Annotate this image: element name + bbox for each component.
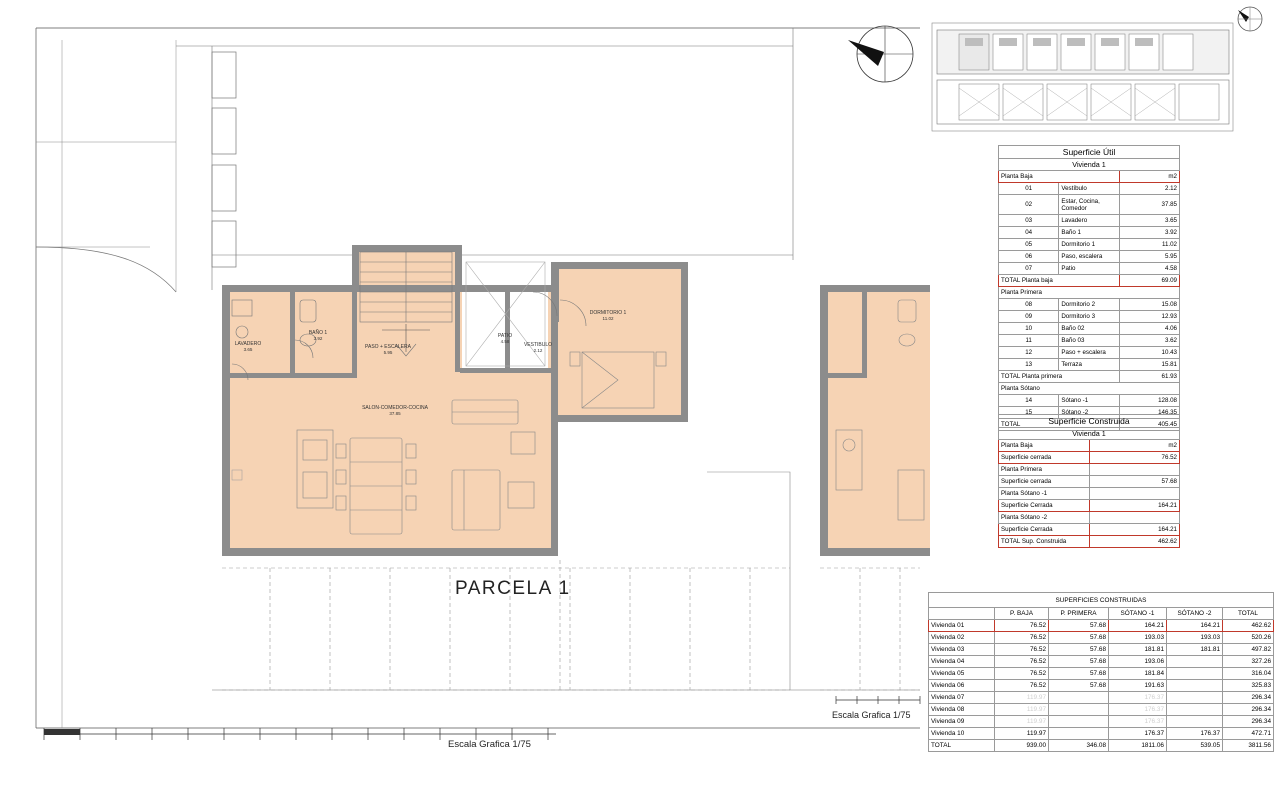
cell: 57.68	[1049, 656, 1109, 668]
row-number: 14	[999, 395, 1059, 407]
table-title: Superficie Útil	[999, 146, 1180, 159]
row-number: 08	[999, 299, 1059, 311]
cell: 164.21	[1109, 620, 1167, 632]
cell: 119.97	[995, 692, 1049, 704]
row-label: Planta Sótano -1	[999, 488, 1090, 500]
cell: 176.37	[1109, 716, 1167, 728]
row-value: 76.52	[1089, 452, 1180, 464]
cell: 193.03	[1167, 632, 1223, 644]
table-row	[929, 668, 1274, 680]
table-row	[999, 171, 1180, 183]
row-value: 146.35	[1119, 407, 1179, 419]
scale-bar-right	[836, 696, 920, 704]
room-area: 3.65	[243, 347, 253, 353]
table-row	[929, 620, 1274, 632]
table-row	[999, 299, 1180, 311]
room-name: PASO + ESCALERA	[365, 344, 411, 350]
row-value: 4.58	[1119, 263, 1179, 275]
table-row	[999, 383, 1180, 395]
cell: 3811.56	[1223, 740, 1274, 752]
table-row	[999, 227, 1180, 239]
row-value: 57.68	[1089, 476, 1180, 488]
row-value: 3.65	[1119, 215, 1179, 227]
row-label: Vivienda 03	[929, 644, 995, 656]
row-label: Paso + escalera	[1059, 347, 1119, 359]
row-label: Vivienda 02	[929, 632, 995, 644]
row-label: Dormitorio 2	[1059, 299, 1119, 311]
table-subtitle: Vivienda 1	[999, 159, 1180, 171]
total-label: TOTAL Planta baja	[999, 275, 1120, 287]
table-row	[999, 395, 1180, 407]
table-row	[999, 440, 1180, 452]
table-title: SUPERFICIES CONSTRUIDAS	[929, 593, 1274, 608]
table-row	[929, 728, 1274, 740]
cell: 193.03	[1109, 632, 1167, 644]
table-row	[999, 347, 1180, 359]
total-label: TOTAL Planta primera	[999, 371, 1120, 383]
cell: 539.05	[1167, 740, 1223, 752]
cell: 497.82	[1223, 644, 1274, 656]
cell	[1167, 692, 1223, 704]
room-area: 4.58	[500, 339, 510, 345]
row-label: Baño 02	[1059, 323, 1119, 335]
row-value: 5.95	[1119, 251, 1179, 263]
cell: 76.52	[995, 620, 1049, 632]
cell	[1167, 704, 1223, 716]
total-label: TOTAL	[929, 740, 995, 752]
table-row	[999, 335, 1180, 347]
cell: 346.08	[1049, 740, 1109, 752]
cell: 76.52	[995, 656, 1049, 668]
row-label: Planta Primera	[999, 464, 1090, 476]
row-label: Superficie Cerrada	[999, 524, 1090, 536]
table-row	[999, 452, 1180, 464]
row-value: 164.21	[1089, 500, 1180, 512]
col-header	[929, 608, 995, 620]
row-label: Patio	[1059, 263, 1119, 275]
cell: 119.97	[995, 728, 1049, 740]
row-label: Paso, escalera	[1059, 251, 1119, 263]
table-row	[999, 536, 1180, 548]
cell: 57.68	[1049, 668, 1109, 680]
north-arrow-icon	[1235, 4, 1265, 34]
unit-cell: m2	[1119, 171, 1179, 183]
row-number: 05	[999, 239, 1059, 251]
table-row	[999, 464, 1180, 476]
row-value: 164.21	[1089, 524, 1180, 536]
cell: 176.37	[1167, 728, 1223, 740]
cell	[1049, 692, 1109, 704]
cell: 76.52	[995, 668, 1049, 680]
cell	[1167, 668, 1223, 680]
row-number: 12	[999, 347, 1059, 359]
room-area: 37.85	[389, 411, 401, 417]
room-name: PATIO	[497, 333, 513, 339]
table-row	[999, 183, 1180, 195]
row-value: 15.81	[1119, 359, 1179, 371]
row-label: Planta Sótano -2	[999, 512, 1090, 524]
cell: 462.62	[1223, 620, 1274, 632]
cell: 296.34	[1223, 692, 1274, 704]
section-header: Planta Sótano	[999, 383, 1180, 395]
total-label: TOTAL Sup. Construida	[999, 536, 1090, 548]
row-number: 06	[999, 251, 1059, 263]
row-value: 2.12	[1119, 183, 1179, 195]
row-number: 13	[999, 359, 1059, 371]
cell: 119.97	[995, 704, 1049, 716]
row-value: 3.62	[1119, 335, 1179, 347]
row-value	[1089, 488, 1180, 500]
row-label: Sótano -1	[1059, 395, 1119, 407]
scale-label-right: Escala Grafica 1/75	[832, 710, 911, 720]
cell: 191.63	[1109, 680, 1167, 692]
parcel-label: PARCELA 1	[455, 578, 571, 599]
cell	[1167, 680, 1223, 692]
cell: 76.52	[995, 632, 1049, 644]
row-value: 10.43	[1119, 347, 1179, 359]
cell: 57.68	[1049, 680, 1109, 692]
table-row	[929, 644, 1274, 656]
row-number: 10	[999, 323, 1059, 335]
cell: 57.68	[1049, 620, 1109, 632]
row-number: 09	[999, 311, 1059, 323]
row-label: Vivienda 09	[929, 716, 995, 728]
cell	[1167, 716, 1223, 728]
room-area: 3.92	[313, 336, 323, 342]
compass-rose	[848, 26, 913, 82]
cell: 76.52	[995, 680, 1049, 692]
row-label: Sótano -2	[1059, 407, 1119, 419]
cell: 193.06	[1109, 656, 1167, 668]
room-name: LAVADERO	[234, 341, 262, 347]
table-row	[999, 323, 1180, 335]
superficie-util-table	[998, 145, 1180, 431]
table-row	[929, 692, 1274, 704]
row-number: 04	[999, 227, 1059, 239]
row-label: Vivienda 08	[929, 704, 995, 716]
total-value: 405.45	[1119, 419, 1179, 431]
cell: 176.37	[1109, 728, 1167, 740]
table-row	[929, 656, 1274, 668]
cell	[1049, 716, 1109, 728]
row-label: Vivienda 04	[929, 656, 995, 668]
row-value: 128.08	[1119, 395, 1179, 407]
row-label: Lavadero	[1059, 215, 1119, 227]
row-label: Estar, Cocina, Comedor	[1059, 195, 1119, 215]
cell: 57.68	[1049, 644, 1109, 656]
row-number: 15	[999, 407, 1059, 419]
room-area: 11.02	[602, 316, 614, 322]
table-row	[999, 311, 1180, 323]
table-row	[999, 500, 1180, 512]
cell: 520.26	[1223, 632, 1274, 644]
row-number: 11	[999, 335, 1059, 347]
row-number: 02	[999, 195, 1059, 215]
total-value: 61.93	[1119, 371, 1179, 383]
row-value	[1089, 464, 1180, 476]
table-row	[999, 524, 1180, 536]
table-header-row	[929, 608, 1274, 620]
table-row	[999, 359, 1180, 371]
row-value: 37.85	[1119, 195, 1179, 215]
row-value: 3.92	[1119, 227, 1179, 239]
cell: 164.21	[1167, 620, 1223, 632]
room-name: BAÑO 1	[308, 330, 328, 336]
cell: 119.97	[995, 716, 1049, 728]
col-header: TOTAL	[1223, 608, 1274, 620]
cell: 1811.06	[1109, 740, 1167, 752]
terrace-grid	[222, 560, 920, 690]
table-row	[999, 251, 1180, 263]
row-number: 03	[999, 215, 1059, 227]
row-label: Dormitorio 1	[1059, 239, 1119, 251]
cell: 316.04	[1223, 668, 1274, 680]
cell: 181.81	[1109, 644, 1167, 656]
cell	[1049, 728, 1109, 740]
row-number: 07	[999, 263, 1059, 275]
table-row	[999, 488, 1180, 500]
table-row	[999, 239, 1180, 251]
section-header: Planta Baja	[999, 171, 1120, 183]
cell: 296.34	[1223, 716, 1274, 728]
row-label: Vivienda 01	[929, 620, 995, 632]
table-row	[999, 512, 1180, 524]
cell	[1049, 704, 1109, 716]
scale-label-bottom: Escala Grafica 1/75	[448, 739, 531, 750]
table-row	[929, 632, 1274, 644]
cell: 472.71	[1223, 728, 1274, 740]
table-row	[999, 263, 1180, 275]
superficie-construida-table	[998, 414, 1180, 548]
cell: 57.68	[1049, 632, 1109, 644]
room-name: SALON-COMEDOR-COCINA	[362, 405, 428, 411]
row-label: Superficie cerrada	[999, 452, 1090, 464]
right-panel	[928, 0, 1280, 800]
row-label: Vivienda 06	[929, 680, 995, 692]
row-label: Vivienda 07	[929, 692, 995, 704]
table-title: Superficie Construida	[999, 415, 1180, 428]
cell: 181.84	[1109, 668, 1167, 680]
row-value	[1089, 512, 1180, 524]
cell	[1167, 656, 1223, 668]
table-row	[999, 275, 1180, 287]
col-header: P. PRIMERA	[1049, 608, 1109, 620]
total-value: 462.62	[1089, 536, 1180, 548]
row-label: Vivienda 10	[929, 728, 995, 740]
cell: 325.83	[1223, 680, 1274, 692]
superficies-construidas-summary-table	[928, 592, 1273, 752]
cell: 181.81	[1167, 644, 1223, 656]
row-label: Planta Baja	[999, 440, 1090, 452]
row-value: m2	[1089, 440, 1180, 452]
table-row	[999, 215, 1180, 227]
table-total-row	[929, 740, 1274, 752]
room-name: VESTIBULO	[523, 342, 553, 348]
row-value: 12.93	[1119, 311, 1179, 323]
row-label: Baño 1	[1059, 227, 1119, 239]
room-name: DORMITORIO 1	[589, 310, 627, 316]
table-row	[929, 716, 1274, 728]
row-label: Dormitorio 3	[1059, 311, 1119, 323]
table-row	[999, 195, 1180, 215]
col-header: P. BAJA	[995, 608, 1049, 620]
table-row	[999, 287, 1180, 299]
col-header: SÓTANO -2	[1167, 608, 1223, 620]
row-label: Baño 03	[1059, 335, 1119, 347]
cell: 76.52	[995, 644, 1049, 656]
row-label: Superficie cerrada	[999, 476, 1090, 488]
table-row	[929, 680, 1274, 692]
section-header: Planta Primera	[999, 287, 1180, 299]
row-label: Vivienda 05	[929, 668, 995, 680]
row-number: 01	[999, 183, 1059, 195]
row-value: 11.02	[1119, 239, 1179, 251]
total-value: 69.09	[1119, 275, 1179, 287]
row-label: Terraza	[1059, 359, 1119, 371]
row-label: Superficie Cerrada	[999, 500, 1090, 512]
cell: 939.00	[995, 740, 1049, 752]
row-value: 15.08	[1119, 299, 1179, 311]
row-value: 4.06	[1119, 323, 1179, 335]
cell: 327.26	[1223, 656, 1274, 668]
row-label: Vestíbulo	[1059, 183, 1119, 195]
table-row	[999, 371, 1180, 383]
table-row	[929, 704, 1274, 716]
cell: 296.34	[1223, 704, 1274, 716]
cell: 176.37	[1109, 704, 1167, 716]
room-area: 2.12	[533, 348, 543, 354]
col-header: SÓTANO -1	[1109, 608, 1167, 620]
cell: 176.37	[1109, 692, 1167, 704]
total-label: TOTAL	[999, 419, 1120, 431]
table-row	[999, 476, 1180, 488]
table-subtitle: Vivienda 1	[999, 428, 1180, 440]
key-plan-thumbnail	[931, 22, 1234, 132]
room-area: 5.95	[383, 350, 393, 356]
